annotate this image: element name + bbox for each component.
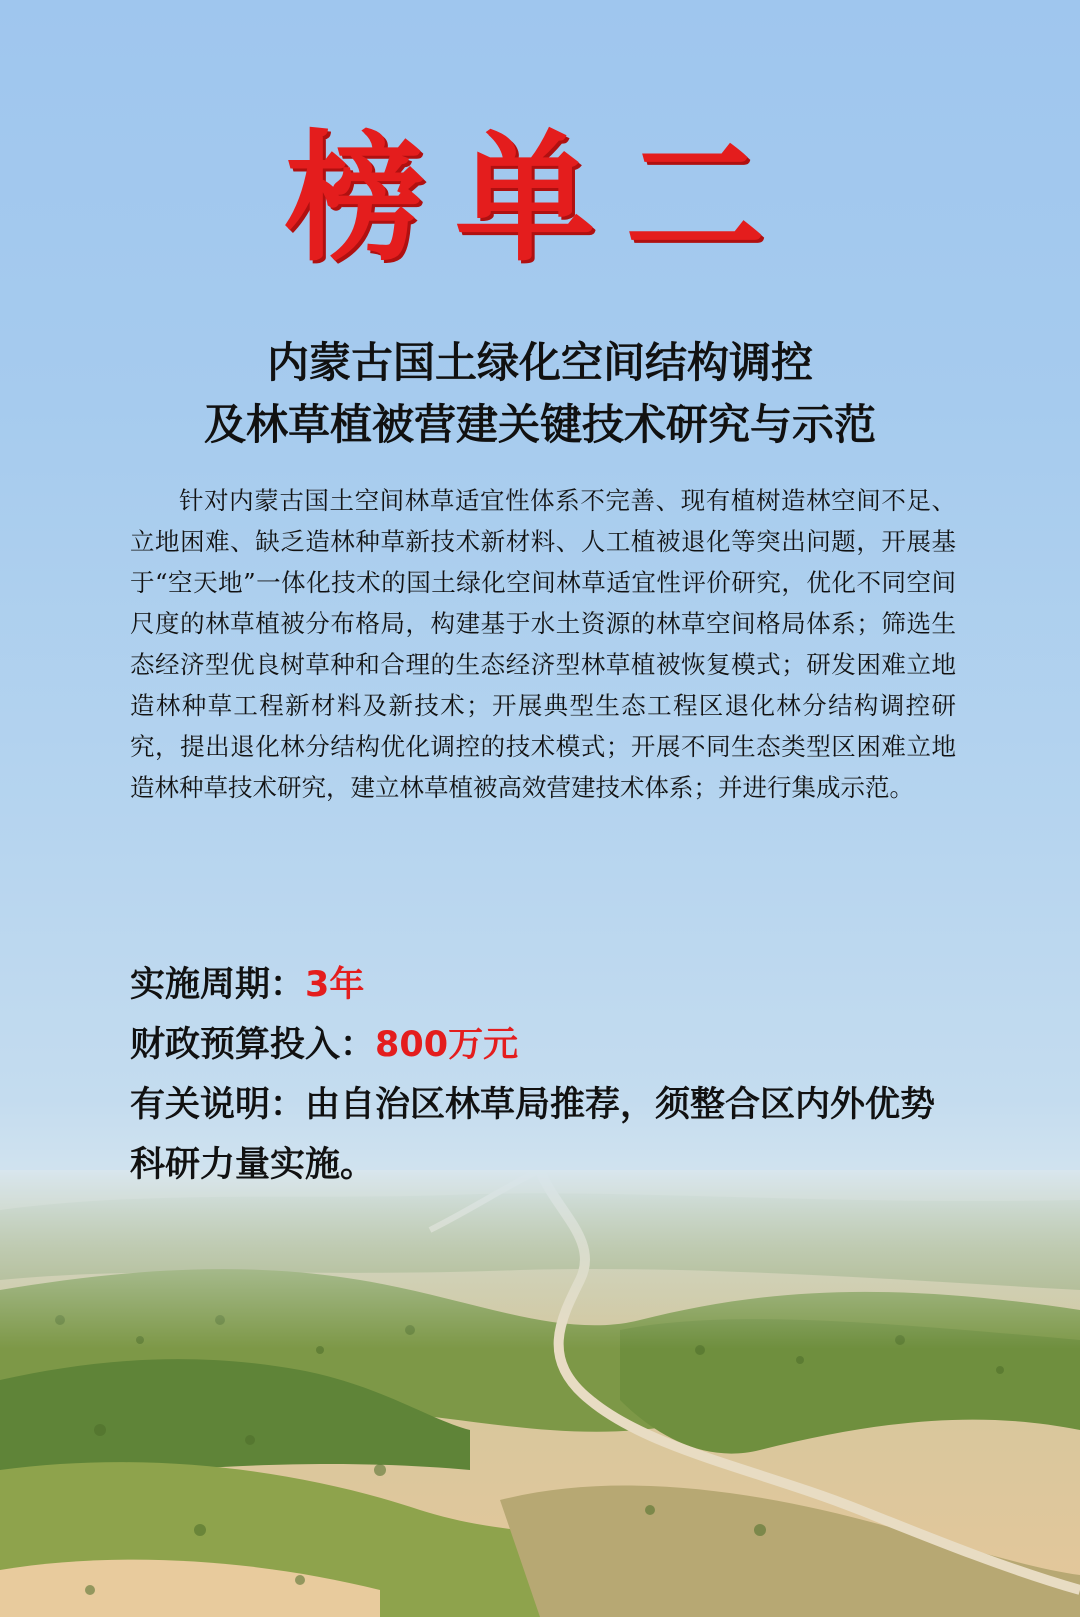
project-title	[0, 332, 1080, 456]
budget-row	[130, 1015, 950, 1075]
project-title-line2: 及林草植被营建关键技术研究与示范	[203, 400, 876, 449]
note-value: 由自治区林草局推荐，须整合区内外优势科研力量实施。	[130, 1085, 936, 1185]
desert-landscape-photo	[0, 1170, 1080, 1617]
budget-value: 800万元	[375, 1025, 519, 1065]
period-label: 实施周期：	[130, 965, 306, 1005]
project-title-line1: 内蒙古国土绿化空间结构调控	[266, 338, 813, 387]
project-description: 针对内蒙古国土空间林草适宜性体系不完善、现有植树造林空间不足、立地困难、缺乏造林种草新技术新材料、人工植被退化等突出问题，开展基于“空天地”一体化技术的国土绿化空间林草适宜性评价研究，优化不同空间尺度的林草植被分布格局，构建基于水土资源的林草空间格局体系；筛选生态经济型优良树草种和合理的生态经济型林草植被恢复模式；研发困难立地造林种草工程新材料及新技术；开展典型生态工程区退化林分结构调控研究，提出退化林分结构优化调控的技术模式；开展不同生态类型区困难立地造林种草技术研究，建立林草植被高效营建技术体系；并进行集成示范。	[130, 486, 956, 802]
period-row	[130, 955, 950, 1015]
budget-label: 财政预算投入：	[130, 1025, 376, 1065]
note-label: 有关说明：	[130, 1085, 306, 1125]
period-value: 3年	[305, 965, 365, 1005]
banner-title: 榜单二	[284, 118, 795, 281]
note-row	[130, 1075, 950, 1195]
